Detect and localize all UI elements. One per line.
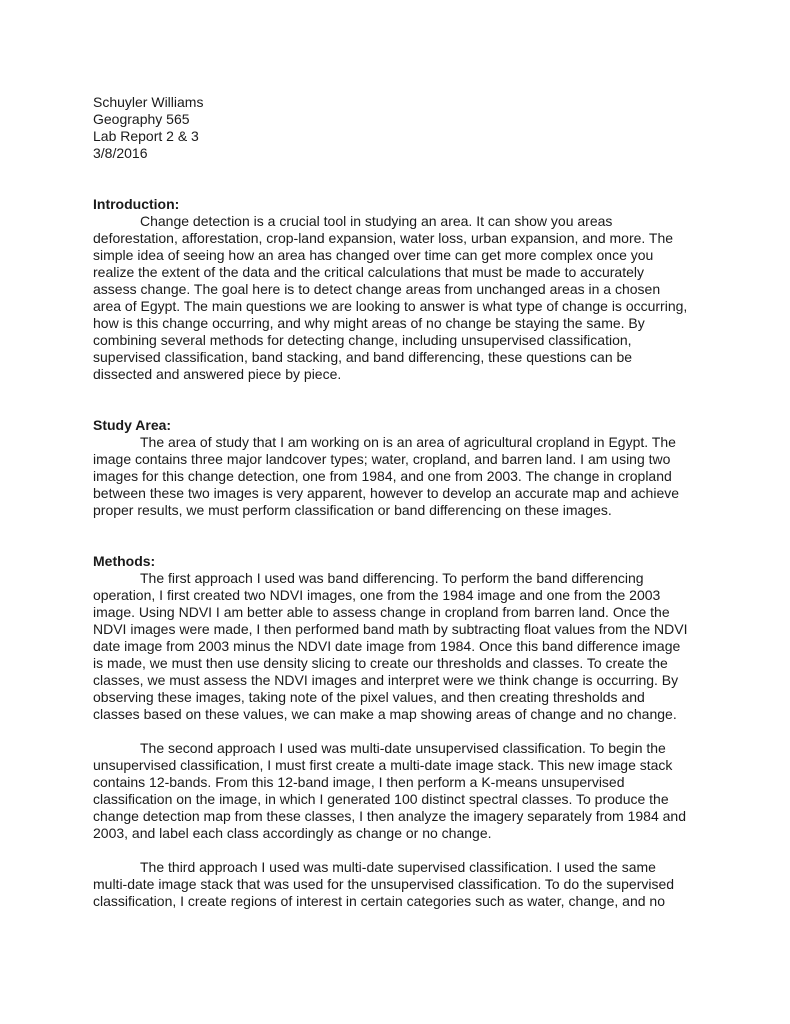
methods-paragraph-3 (93, 859, 705, 910)
text-line: date image from 2003 minus the NDVI date image from 1984. Once this band difference image (93, 638, 681, 654)
methods-section (93, 553, 705, 910)
text-line: The first approach I used was band differencing. To perform the band differencing (140, 570, 644, 586)
text-line: image contains three major landcover types; water, cropland, and barren land. I am using two (93, 451, 671, 467)
text-line: observing these images, taking note of the pixel values, and then creating thresholds and (93, 689, 645, 705)
report-title: Lab Report 2 & 3 (93, 128, 199, 144)
text-line: image. Using NDVI I am better able to assess change in cropland from barren land. Once the (93, 604, 670, 620)
methods-paragraph-2 (93, 740, 705, 842)
author-name: Schuyler Williams (93, 94, 204, 110)
text-line: The area of study that I am working on is an area of agricultural cropland in Egypt. The (140, 434, 676, 450)
report-date: 3/8/2016 (93, 145, 148, 161)
study-area-paragraph (93, 434, 705, 519)
text-line: how is this change occurring, and why might areas of no change be staying the same. By (93, 315, 645, 331)
text-line: images for this change detection, one from 1984, and one from 2003. The change in cropland (93, 468, 672, 484)
introduction-section (93, 196, 705, 383)
text-line: change detection map from these classes, I then analyze the imagery separately from 1984 and (93, 808, 687, 824)
text-line: The second approach I used was multi-date unsupervised classification. To begin the (140, 740, 666, 756)
text-line: proper results, we must perform classification or band differencing on these images. (93, 502, 612, 518)
text-line: operation, I first created two NDVI images, one from the 1984 image and one from the 2003 (93, 587, 661, 603)
text-line: NDVI images were made, I then performed band math by subtracting float values from the NDVI (93, 621, 688, 637)
document-header (93, 94, 705, 162)
text-line: assess change. The goal here is to detect change areas from unchanged areas in a chosen (93, 281, 661, 297)
text-line: 2003, and label each class accordingly as change or no change. (93, 825, 492, 841)
text-line: deforestation, afforestation, crop-land expansion, water loss, urban expansion, and more. The (93, 230, 674, 246)
text-line: multi-date image stack that was used for the unsupervised classification. To do the supervised (93, 876, 675, 892)
introduction-paragraph (93, 213, 705, 383)
study-area-section (93, 417, 705, 519)
text-line: simple idea of seeing how an area has changed over time can get more complex once you (93, 247, 654, 263)
text-line: unsupervised classification, I must first create a multi-date image stack. This new image stack (93, 757, 673, 773)
course-name: Geography 565 (93, 111, 190, 127)
text-line: classes based on these values, we can make a map showing areas of change and no change. (93, 706, 677, 722)
text-line: realize the extent of the data and the critical calculations that must be made to accurately (93, 264, 644, 280)
methods-heading: Methods: (93, 553, 156, 569)
text-line: classes, we must assess the NDVI images and interpret were we think change is occurring. By (93, 672, 679, 688)
text-line: area of Egypt. The main questions we are looking to answer is what type of change is occurring, (93, 298, 688, 314)
text-line: Change detection is a crucial tool in studying an area. It can show you areas (140, 213, 613, 229)
text-line: The third approach I used was multi-date supervised classification. I used the same (140, 859, 656, 875)
study-area-heading: Study Area: (93, 417, 172, 433)
text-line: is made, we must then use density slicing to create our thresholds and classes. To create the (93, 655, 668, 671)
text-line: classification, I create regions of interest in certain categories such as water, change, and no (93, 893, 665, 909)
document-page (93, 94, 705, 910)
text-line: supervised classification, band stacking, and band differencing, these questions can be (93, 349, 633, 365)
text-line: classification on the image, in which I generated 100 distinct spectral classes. To produce the (93, 791, 669, 807)
methods-paragraph-1 (93, 570, 705, 723)
text-line: combining several methods for detecting change, including unsupervised classification, (93, 332, 632, 348)
text-line: dissected and answered piece by piece. (93, 366, 342, 382)
text-line: contains 12-bands. From this 12-band image, I then perform a K-means unsupervised (93, 774, 625, 790)
introduction-heading: Introduction: (93, 196, 180, 212)
text-line: between these two images is very apparent, however to develop an accurate map and achieve (93, 485, 680, 501)
